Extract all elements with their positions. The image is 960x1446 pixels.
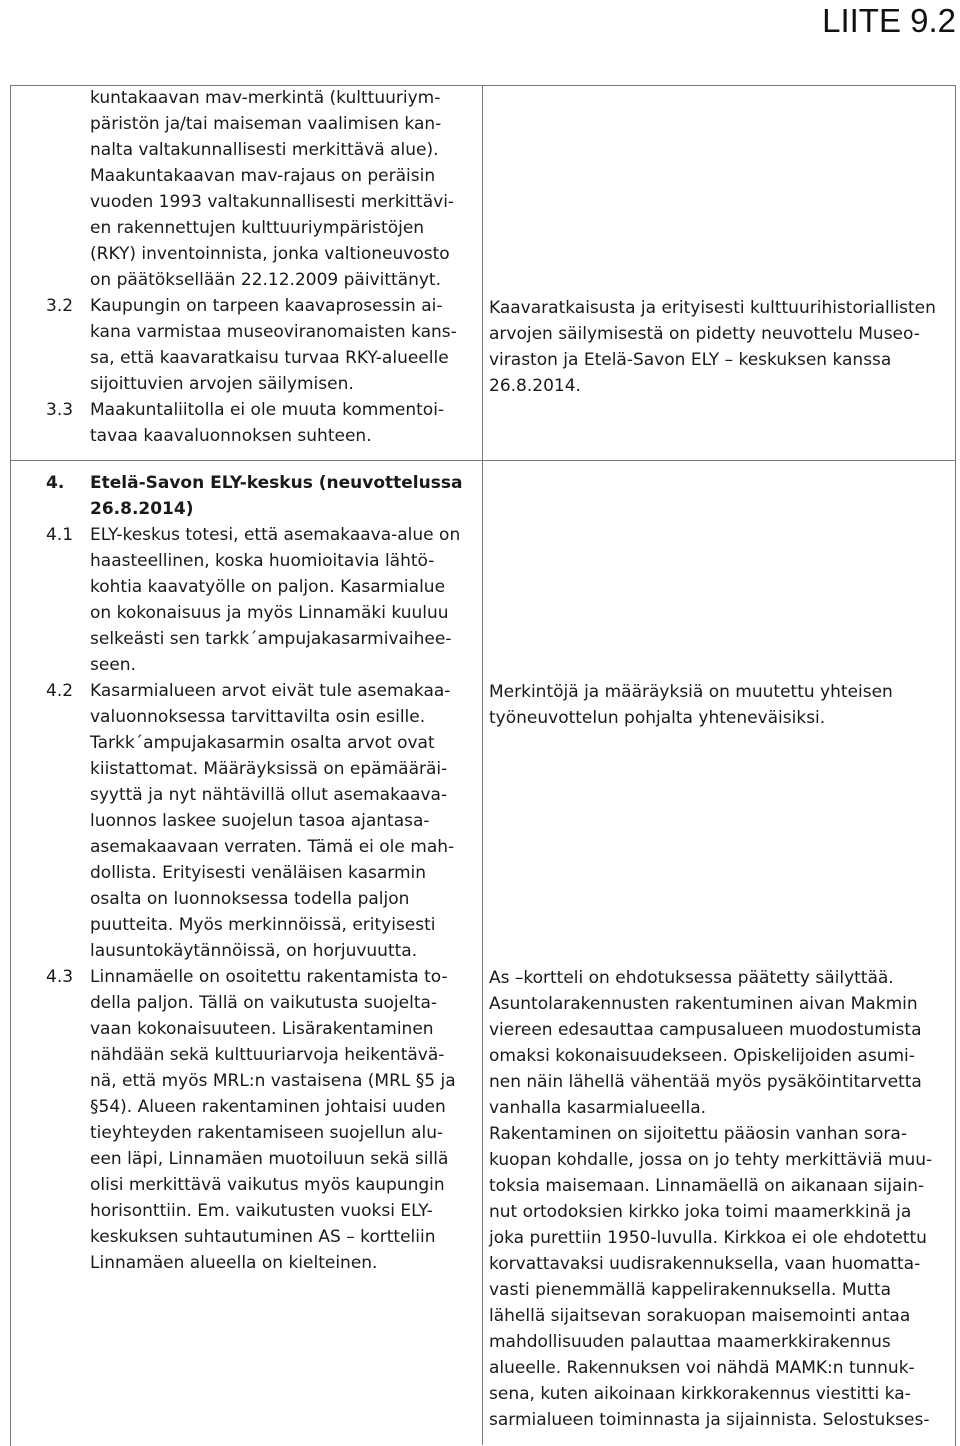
text-line: lausuntokäytännöissä, on horjuvuutta. (90, 941, 418, 961)
text-line: haasteellinen, koska huomioitavia lähtö- (90, 551, 435, 571)
text-line: een läpi, Linnamäen muotoiluun sekä sillä (90, 1149, 449, 1169)
text-line: arvojen säilymisestä on pidetty neuvottelu Museo- (489, 324, 920, 344)
item-number: 4.3 (46, 967, 74, 987)
text-line: Asuntolarakennusten rakentuminen aivan Makmin (489, 994, 918, 1014)
text-line: on päätöksellään 22.12.2009 päivittänyt. (90, 270, 441, 290)
text-line: joka purettiin 1950-luvulla. Kirkkoa ei ole ehdotettu (489, 1228, 927, 1248)
text-line: sena, kuten aikoinaan kirkkorakennus viestitti ka- (489, 1384, 911, 1404)
item-4-2 (46, 678, 470, 964)
text-line: §54). Alueen rakentaminen johtaisi uuden (90, 1097, 446, 1117)
text-line: horisonttiin. Em. vaikutusten vuoksi ELY- (90, 1201, 433, 1221)
appendix-label: LIITE 9.2 (822, 2, 956, 39)
response-4-3 (489, 965, 944, 1433)
text-line: en rakennettujen kulttuuriympäristöjen (90, 218, 425, 238)
text-line: Maakuntakaavan mav-rajaus on peräisin (90, 166, 436, 186)
text-line: Maakuntaliitolla ei ole muuta kommentoi- (90, 400, 445, 420)
text-line: sa, että kaavaratkaisu turvaa RKY-alueelle (90, 348, 449, 368)
text-line: 26.8.2014. (489, 376, 581, 396)
text-line: Merkintöjä ja määräyksiä on muutettu yhteisen (489, 682, 893, 702)
heading-text: Etelä-Savon ELY-keskus (neuvottelussa (90, 473, 463, 493)
text-line: (RKY) inventoinnista, jonka valtioneuvosto (90, 244, 450, 264)
text-line: tavaa kaavaluonnoksen suhteen. (90, 426, 372, 446)
text-line: vaan kokonaisuuteen. Lisärakentaminen (90, 1019, 434, 1039)
item-number: 3.2 (46, 296, 74, 316)
text-line: asemakaavaan verraten. Tämä ei ole mah- (90, 837, 455, 857)
item-4-1 (46, 522, 470, 678)
text-line: lähellä sijaitsevan sorakuopan maisemointi antaa (489, 1306, 911, 1326)
text-line: Rakentaminen on sijoitettu pääosin vanhan sora- (489, 1124, 907, 1144)
text-line: puutteita. Myös merkinnöissä, erityisesti (90, 915, 436, 935)
text-line: Linnamäen alueella on kielteinen. (90, 1253, 378, 1273)
column-divider (482, 85, 483, 1445)
item-first-line (46, 293, 470, 319)
text-line: dollista. Erityisesti venäläisen kasarmin (90, 863, 427, 883)
text-line: kiistattomat. Määräyksissä on epämääräi- (90, 759, 448, 779)
text-line: nä, että myös MRL:n vastaisena (MRL §5 ja (90, 1071, 456, 1091)
section3-left-cell (46, 85, 470, 449)
text-line: As –kortteli on ehdotuksessa päätetty säilyttää. (489, 968, 894, 988)
section4-heading (46, 470, 470, 522)
row-divider (10, 460, 955, 461)
text-line: korvattavaksi uudisrakennuksella, vaan huomatta- (489, 1254, 921, 1274)
text-line: nähdään sekä kulttuuriarvoja heikentävä- (90, 1045, 445, 1065)
text-line: työneuvottelun pohjalta yhteneväisiksi. (489, 708, 826, 728)
text-line: nen näin lähellä vähentää myös pysäköintitarvetta (489, 1072, 922, 1092)
item-first-line (46, 522, 470, 548)
item-4-3 (46, 964, 470, 1276)
text-line: omaksi kokonaisuudekseen. Opiskelijoiden asumi- (489, 1046, 915, 1066)
text-line: kana varmistaa museoviranomaisten kans- (90, 322, 457, 342)
text-line: della paljon. Tällä on vaikutusta suojelta- (90, 993, 438, 1013)
item-first-line (46, 678, 470, 704)
text-line: Kasarmialueen arvot eivät tule asemakaa- (90, 681, 451, 701)
text-line: Tarkk´ampujakasarmin osalta arvot ovat (90, 733, 435, 753)
text-line: on kokonaisuus ja myös Linnamäki kuuluu (90, 603, 449, 623)
item-3-2 (46, 293, 470, 397)
item-number: 4.1 (46, 525, 74, 545)
text-line: sijoittuvien arvojen säilymisen. (90, 374, 354, 394)
text-line: kuopan kohdalle, jossa on jo tehty merkittäviä muu- (489, 1150, 933, 1170)
section3-response (489, 295, 944, 399)
text-line: nut ortodoksien kirkko joka toimi maamerkkinä ja (489, 1202, 912, 1222)
text-line: toksia maisemaan. Linnamäellä on aikanaan sijain- (489, 1176, 924, 1196)
text-line: sarmialueen toiminnasta ja sijainnista. Selostukses- (489, 1410, 930, 1430)
text-line: syyttä ja nyt nähtävillä ollut asemakaava- (90, 785, 448, 805)
text-line: vasti pienemmällä kappelirakennuksella. Mutta (489, 1280, 892, 1300)
intro-paragraph (46, 85, 470, 293)
text-line: viraston ja Etelä-Savon ELY – keskuksen kanssa (489, 350, 892, 370)
section4-left-cell (46, 470, 470, 1276)
text-line: viereen edesauttaa campusalueen muodostumista (489, 1020, 922, 1040)
text-line: olisi merkittävä vaikutus myös kaupungin (90, 1175, 445, 1195)
text-line: tieyhteyden rakentamiseen suojellun alu- (90, 1123, 444, 1143)
text-line: osalta on luonnoksessa todella paljon (90, 889, 410, 909)
text-line: kuntakaavan mav-merkintä (kulttuuriym- (90, 88, 441, 108)
text-line: kohtia kaavatyölle on paljon. Kasarmialue (90, 577, 446, 597)
heading-number: 4. (46, 473, 65, 493)
heading-first-line (46, 470, 470, 496)
text-line: nalta valtakunnallisesti merkittävä alue). (90, 140, 439, 160)
heading-text: 26.8.2014) (90, 499, 194, 519)
text-line: seen. (90, 655, 136, 675)
text-line: vanhalla kasarmialueella. (489, 1098, 707, 1118)
text-line: päristön ja/tai maiseman vaalimisen kan- (90, 114, 442, 134)
text-line: alueelle. Rakennuksen voi nähdä MAMK:n tunnuk- (489, 1358, 915, 1378)
text-line: keskuksen suhtautuminen AS – kortteliin (90, 1227, 436, 1247)
text-line: luonnos laskee suojelun tasoa ajantasa- (90, 811, 430, 831)
text-line: Kaavaratkaisusta ja erityisesti kulttuurihistoriallisten (489, 298, 936, 318)
text-line: valuonnoksessa tarvittavilta osin esille. (90, 707, 426, 727)
text-line: ELY-keskus totesi, että asemakaava-alue on (90, 525, 461, 545)
item-number: 4.2 (46, 681, 74, 701)
item-number: 3.3 (46, 400, 74, 420)
text-line: vuoden 1993 valtakunnallisesti merkittävi- (90, 192, 455, 212)
item-first-line (46, 397, 470, 423)
response-4-2 (489, 679, 944, 731)
text-line: mahdollisuuden palauttaa maamerkkirakennus (489, 1332, 891, 1352)
text-line: selkeästi sen tarkk´ampujakasarmivaihee- (90, 629, 452, 649)
item-first-line (46, 964, 470, 990)
text-line: Kaupungin on tarpeen kaavaprosessin ai- (90, 296, 443, 316)
text-line: Linnamäelle on osoitettu rakentamista to- (90, 967, 448, 987)
item-3-3 (46, 397, 470, 449)
